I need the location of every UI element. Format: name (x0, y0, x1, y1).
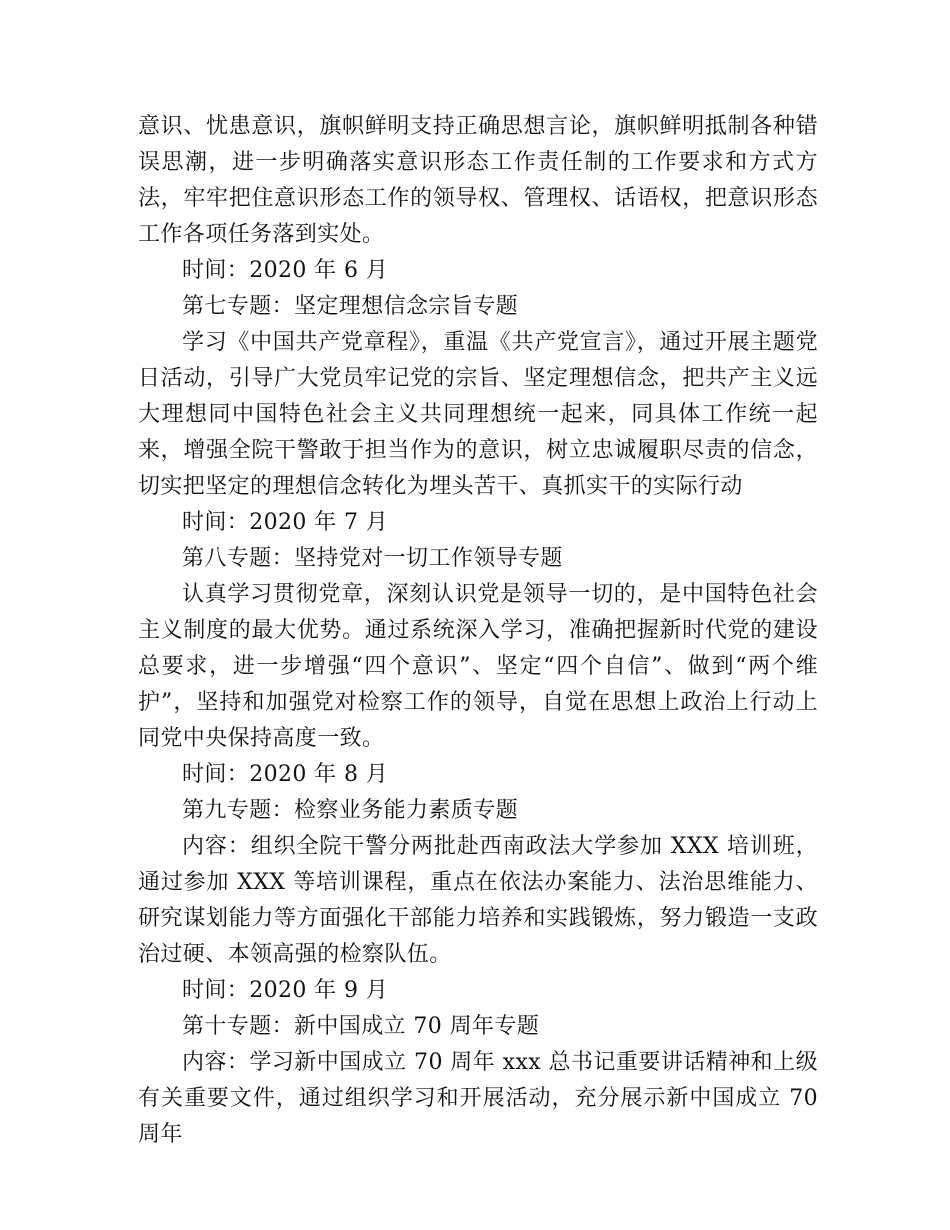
date-line: 时间：2020 年 9 月 (182, 978, 389, 1003)
date-line: 时间：2020 年 6 月 (182, 258, 389, 283)
date-line: 时间：2020 年 8 月 (182, 762, 389, 787)
body-paragraph: 内容：学习新中国成立 70 周年 xxx 总书记重要讲话精神和上级有关重要文件，通过组织学习和开展活动，充分展示新中国成立 70 周年 (138, 1050, 818, 1147)
date-line: 时间：2020 年 7 月 (182, 510, 389, 535)
topic-heading: 第九专题：检察业务能力素质专题 (182, 798, 519, 823)
body-paragraph: 意识、忧患意识，旗帜鲜明支持正确思想言论，旗帜鲜明抵制各种错误思潮，进一步明确落实意识形态工作责任制的工作要求和方式方法，牢牢把住意识形态工作的领导权、管理权、话语权，把意识形态工作各项任务落到实处。 (138, 114, 818, 247)
body-paragraph: 认真学习贯彻党章，深刻认识党是领导一切的，是中国特色社会主义制度的最大优势。通过系统深入学习，准确把握新时代党的建设总要求，进一步增强“四个意识”、坚定“四个自信”、做到“两个维护”，坚持和加强党对检察工作的领导，自觉在思想上政治上行动上同党中央保持高度一致。 (138, 582, 818, 751)
topic-heading: 第八专题：坚持党对一切工作领导专题 (182, 546, 563, 571)
body-paragraph: 内容：组织全院干警分两批赴西南政法大学参加 XXX 培训班，通过参加 XXX 等培训课程，重点在依法办案能力、法治思维能力、研究谋划能力等方面强化干部能力培养和实践锻炼，努力锻造一支政治过硬、本领高强的检察队伍。 (138, 834, 818, 967)
body-paragraph: 学习《中国共产党章程》，重温《共产党宣言》，通过开展主题党日活动，引导广大党员牢记党的宗旨、坚定理想信念，把共产主义远大理想同中国特色社会主义共同理想统一起来，同具体工作统一起来，增强全院干警敢于担当作为的意识，树立忠诚履职尽责的信念，切实把坚定的理想信念转化为埋头苦干、真抓实干的实际行动 (138, 330, 818, 499)
topic-heading: 第七专题：坚定理想信念宗旨专题 (182, 294, 519, 319)
document-body (138, 109, 818, 1153)
topic-heading: 第十专题：新中国成立 70 周年专题 (182, 1014, 540, 1039)
